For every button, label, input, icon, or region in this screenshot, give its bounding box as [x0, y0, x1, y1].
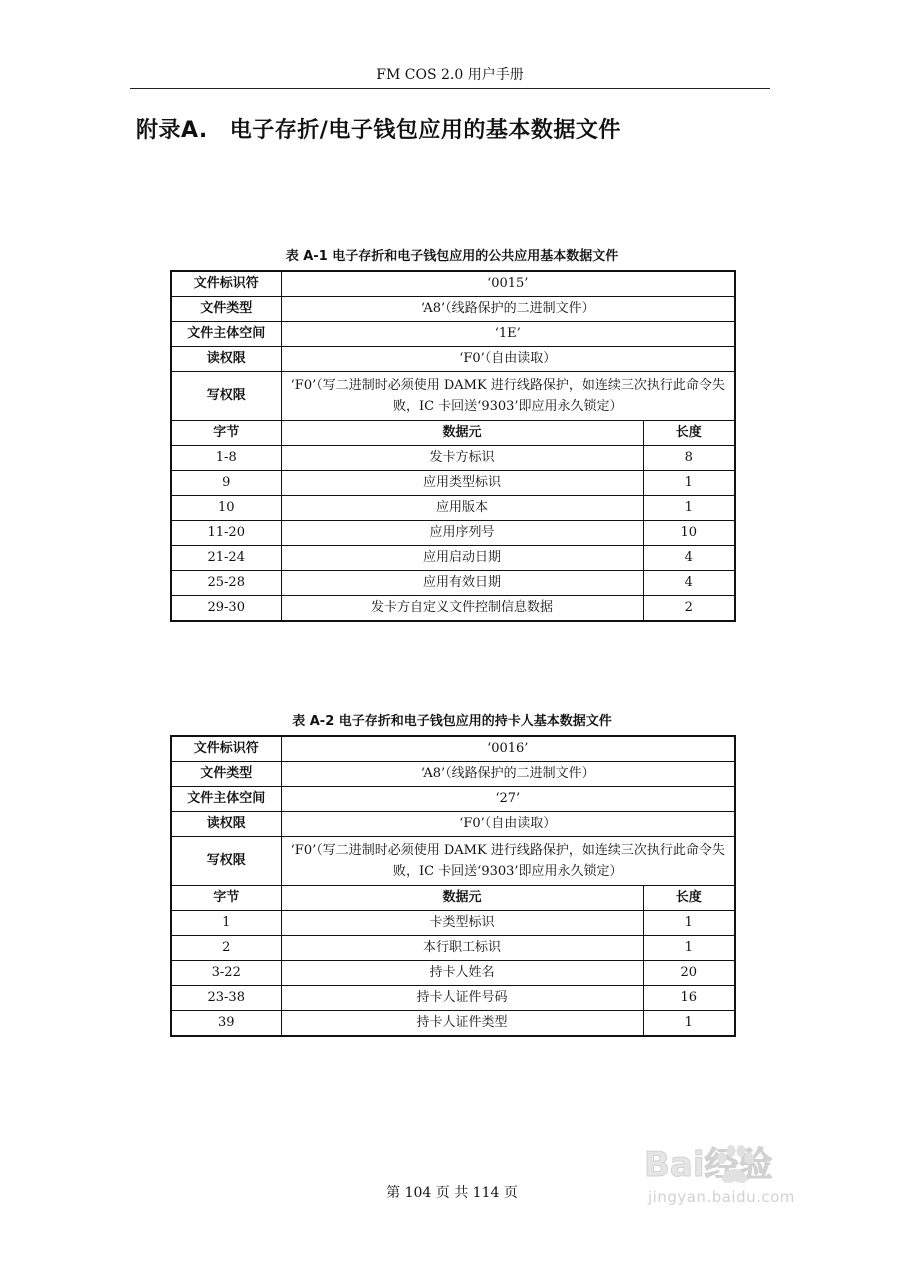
table2-attr-row — [171, 736, 735, 762]
watermark-brand: Bai经验 — [644, 1145, 773, 1185]
appendix-number: 附录A. — [136, 118, 208, 143]
attr-label: 读权限 — [171, 347, 281, 372]
attr-value: ‘A8’（线路保护的二进制文件） — [281, 297, 735, 322]
table1 — [170, 270, 736, 622]
attr-value: ‘F0’（写二进制时必须使用 DAMK 进行线路保护，如连续三次执行此命令失败，IC 卡回送‘9303’即应用永久锁定） — [281, 372, 735, 421]
table-row — [171, 546, 735, 571]
table2-caption: 表 A-2 电子存折和电子钱包应用的持卡人基本数据文件 — [292, 714, 612, 729]
cell-element: 应用版本 — [281, 496, 643, 521]
table1-attr-row — [171, 372, 735, 421]
page-footer: 第 104 页 共 114 页 — [386, 1185, 518, 1201]
header-rule — [130, 88, 770, 89]
table1-attr-row — [171, 271, 735, 297]
cell-length: 10 — [643, 521, 735, 546]
column-header-length: 长度 — [643, 886, 735, 911]
table1-attr-row — [171, 322, 735, 347]
attr-value: ‘F0’（写二进制时必须使用 DAMK 进行线路保护，如连续三次执行此命令失败，IC 卡回送‘9303’即应用永久锁定） — [281, 837, 735, 886]
table-row — [171, 986, 735, 1011]
table-row — [171, 911, 735, 936]
cell-byte: 29-30 — [171, 596, 281, 622]
cell-element: 应用有效日期 — [281, 571, 643, 596]
table-row — [171, 936, 735, 961]
cell-length: 1 — [643, 471, 735, 496]
cell-length: 2 — [643, 596, 735, 622]
attr-value: ‘27’ — [281, 787, 735, 812]
attr-label: 文件类型 — [171, 297, 281, 322]
column-header-element: 数据元 — [281, 421, 643, 446]
table2-attr-row — [171, 837, 735, 886]
attr-label: 写权限 — [171, 837, 281, 886]
cell-byte: 1 — [171, 911, 281, 936]
table2-attr-row — [171, 762, 735, 787]
table2-attr-row — [171, 787, 735, 812]
table2-column-header — [171, 886, 735, 911]
cell-byte: 39 — [171, 1011, 281, 1037]
cell-element: 发卡方自定义文件控制信息数据 — [281, 596, 643, 622]
attr-label: 读权限 — [171, 812, 281, 837]
cell-element: 卡类型标识 — [281, 911, 643, 936]
cell-byte: 11-20 — [171, 521, 281, 546]
appendix-heading — [136, 116, 621, 146]
cell-byte: 25-28 — [171, 571, 281, 596]
attr-value: ‘0015’ — [281, 271, 735, 297]
cell-length: 1 — [643, 911, 735, 936]
table-row — [171, 496, 735, 521]
table-row — [171, 446, 735, 471]
table-row — [171, 1011, 735, 1037]
attr-label: 文件标识符 — [171, 271, 281, 297]
cell-element: 应用启动日期 — [281, 546, 643, 571]
page-header: FM COS 2.0 用户手册 — [376, 67, 524, 83]
table2 — [170, 735, 736, 1037]
column-header-byte: 字节 — [171, 886, 281, 911]
cell-element: 持卡人证件号码 — [281, 986, 643, 1011]
attr-value: ‘A8’（线路保护的二进制文件） — [281, 762, 735, 787]
attr-value: ‘F0’（自由读取） — [281, 347, 735, 372]
cell-length: 1 — [643, 936, 735, 961]
watermark-url: jingyan.baidu.com — [648, 1188, 795, 1206]
watermark — [640, 1142, 870, 1242]
column-header-element: 数据元 — [281, 886, 643, 911]
cell-element: 发卡方标识 — [281, 446, 643, 471]
cell-element: 应用类型标识 — [281, 471, 643, 496]
attr-value: ‘1E’ — [281, 322, 735, 347]
table1-caption: 表 A-1 电子存折和电子钱包应用的公共应用基本数据文件 — [285, 249, 619, 264]
paw-icon — [714, 1144, 754, 1186]
cell-length: 8 — [643, 446, 735, 471]
cell-byte: 21-24 — [171, 546, 281, 571]
cell-length: 16 — [643, 986, 735, 1011]
attr-value: ‘F0’（自由读取） — [281, 812, 735, 837]
table1-column-header — [171, 421, 735, 446]
attr-label: 文件主体空间 — [171, 787, 281, 812]
cell-byte: 2 — [171, 936, 281, 961]
attr-label: 文件主体空间 — [171, 322, 281, 347]
cell-byte: 3-22 — [171, 961, 281, 986]
column-header-byte: 字节 — [171, 421, 281, 446]
cell-element: 本行职工标识 — [281, 936, 643, 961]
appendix-title: 电子存折/电子钱包应用的基本数据文件 — [229, 118, 621, 143]
attr-label: 文件类型 — [171, 762, 281, 787]
cell-length: 1 — [643, 1011, 735, 1037]
cell-byte: 9 — [171, 471, 281, 496]
attr-label: 写权限 — [171, 372, 281, 421]
cell-byte: 10 — [171, 496, 281, 521]
column-header-length: 长度 — [643, 421, 735, 446]
table-row — [171, 571, 735, 596]
cell-element: 持卡人证件类型 — [281, 1011, 643, 1037]
table-row — [171, 961, 735, 986]
cell-length: 20 — [643, 961, 735, 986]
table2-attr-row — [171, 812, 735, 837]
cell-element: 持卡人姓名 — [281, 961, 643, 986]
table-row — [171, 596, 735, 622]
cell-length: 4 — [643, 571, 735, 596]
cell-length: 4 — [643, 546, 735, 571]
table-row — [171, 521, 735, 546]
attr-value: ‘0016’ — [281, 736, 735, 762]
table1-attr-row — [171, 347, 735, 372]
table1-attr-row — [171, 297, 735, 322]
cell-element: 应用序列号 — [281, 521, 643, 546]
cell-byte: 23-38 — [171, 986, 281, 1011]
table-row — [171, 471, 735, 496]
cell-length: 1 — [643, 496, 735, 521]
attr-label: 文件标识符 — [171, 736, 281, 762]
cell-byte: 1-8 — [171, 446, 281, 471]
